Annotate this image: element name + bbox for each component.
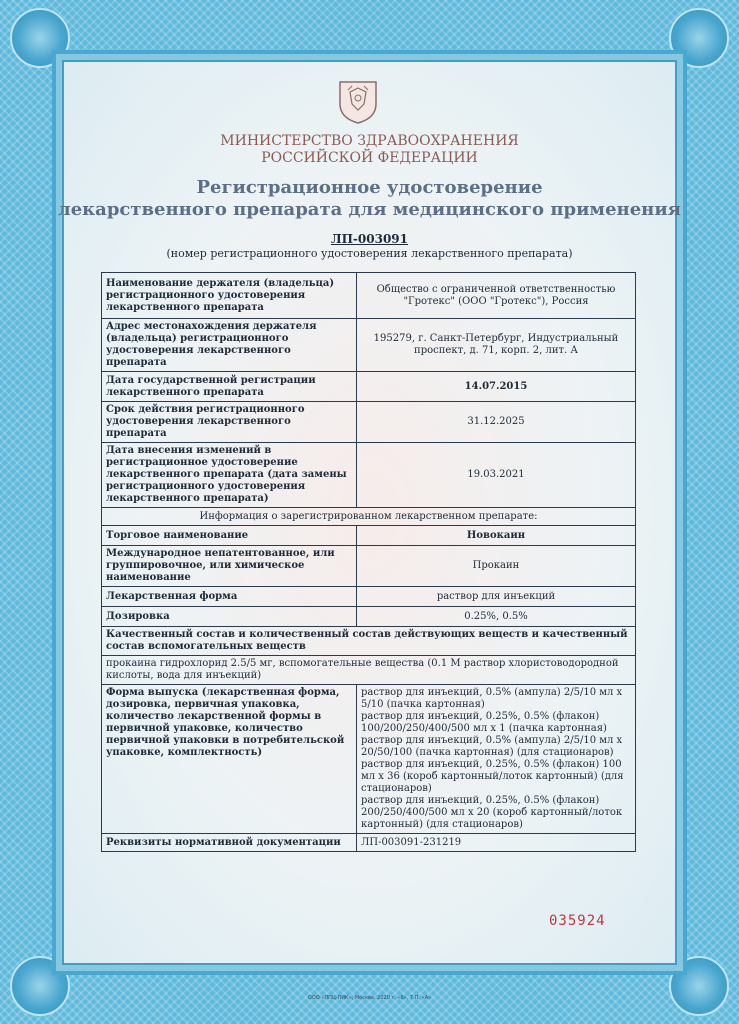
corner-rosette	[669, 8, 729, 68]
table-row	[102, 627, 636, 656]
table-row	[102, 607, 636, 627]
registration-number: ЛП-003091	[330, 232, 409, 246]
registration-date-label: Дата государственной регистрации лекарственного препарата	[102, 372, 357, 402]
table-row	[102, 685, 636, 834]
table-row	[102, 443, 636, 508]
table-row	[102, 546, 636, 587]
dosage-value: 0.25%, 0.5%	[357, 607, 636, 627]
regulatory-docs-value: ЛП-003091-231219	[357, 834, 636, 852]
table-row	[102, 834, 636, 852]
certificate-table	[101, 272, 636, 852]
drug-info-caption: Информация о зарегистрированном лекарственном препарате:	[102, 508, 636, 526]
dosage-form-value: раствор для инъекций	[357, 587, 636, 607]
ministry-name-line2: РОССИЙСКОЙ ФЕДЕРАЦИИ	[261, 150, 478, 166]
coat-of-arms-icon	[336, 78, 380, 124]
table-row	[102, 508, 636, 526]
changes-date-value: 19.03.2021	[357, 443, 636, 508]
table-row	[102, 319, 636, 372]
registration-number-caption: (номер регистрационного удостоверения лекарственного препарата)	[166, 247, 573, 260]
composition-label: Качественный состав и количественный состав действующих веществ и качественный состав вспомогательных веществ	[102, 627, 636, 656]
table-row	[102, 587, 636, 607]
table-row	[102, 402, 636, 443]
table-row	[102, 372, 636, 402]
validity-value: 31.12.2025	[357, 402, 636, 443]
holder-address-label: Адрес местонахождения держателя (владельца) регистрационного удостоверения лекарственного препарата	[102, 319, 357, 372]
trade-name-label: Торговое наименование	[102, 526, 357, 546]
serial-number: 035924	[549, 913, 606, 929]
table-row	[102, 656, 636, 685]
printer-imprint: ООО «ППЦ-ПИК», Москва, 2020 г. «Б», Т.П. «А»	[307, 995, 432, 1001]
corner-rosette	[10, 8, 70, 68]
inn-label: Международное непатентованное, или группировочное, или химическое наименование	[102, 546, 357, 587]
table-row	[102, 273, 636, 319]
registration-date-value: 14.07.2015	[357, 372, 636, 402]
regulatory-docs-label: Реквизиты нормативной документации	[102, 834, 357, 852]
changes-date-label: Дата внесения изменений в регистрационное удостоверение лекарственного препарата (дата замены регистрационного удостоверения лекарственного препарата)	[102, 443, 357, 508]
composition-value: прокаина гидрохлорид 2.5/5 мг, вспомогательные вещества (0.1 М раствор хлористоводородной кислоты, вода для инъекций)	[102, 656, 636, 685]
document-title-line1: Регистрационное удостоверение	[196, 177, 543, 198]
dosage-label: Дозировка	[102, 607, 357, 627]
table-row	[102, 526, 636, 546]
trade-name-value: Новокаин	[357, 526, 636, 546]
release-form-value: раствор для инъекций, 0.5% (ампула) 2/5/10 мл х 5/10 (пачка картонная) раствор для инъекций, 0.25%, 0.5% (флакон) 100/200/250/400/500 мл х 1 (пачка картонная) раствор для инъекций, 0.5% (ампула) 2/5/10 мл х 20/50/100 (пачка картонная) (для стационаров) раствор для инъекций, 0.25%, 0.5% (флакон) 100 мл х 36 (короб картонный/лоток картонный) (для стационаров) раствор для инъекций, 0.25%, 0.5% (флакон) 200/250/400/500 мл х 20 (короб картонный/лоток картонный) (для стационаров)	[357, 685, 636, 834]
holder-name-value: Общество с ограниченной ответственностью "Гротекс" (ООО "Гротекс"), Россия	[357, 273, 636, 319]
holder-address-value: 195279, г. Санкт-Петербург, Индустриальный проспект, д. 71, корп. 2, лит. А	[357, 319, 636, 372]
holder-name-label: Наименование держателя (владельца) регистрационного удостоверения лекарственного препарата	[102, 273, 357, 319]
release-form-label: Форма выпуска (лекарственная форма, дозировка, первичная упаковка, количество лекарственной формы в первичной упаковке, количество первичной упаковки в потребительской упаковке, комплектность)	[102, 685, 357, 834]
dosage-form-label: Лекарственная форма	[102, 587, 357, 607]
corner-rosette	[10, 956, 70, 1016]
corner-rosette	[669, 956, 729, 1016]
inn-value: Прокаин	[357, 546, 636, 587]
document-title-line2: лекарственного препарата для медицинского применения	[58, 199, 681, 220]
ministry-name-line1: МИНИСТЕРСТВО ЗДРАВООХРАНЕНИЯ	[220, 133, 519, 149]
validity-label: Срок действия регистрационного удостоверения лекарственного препарата	[102, 402, 357, 443]
